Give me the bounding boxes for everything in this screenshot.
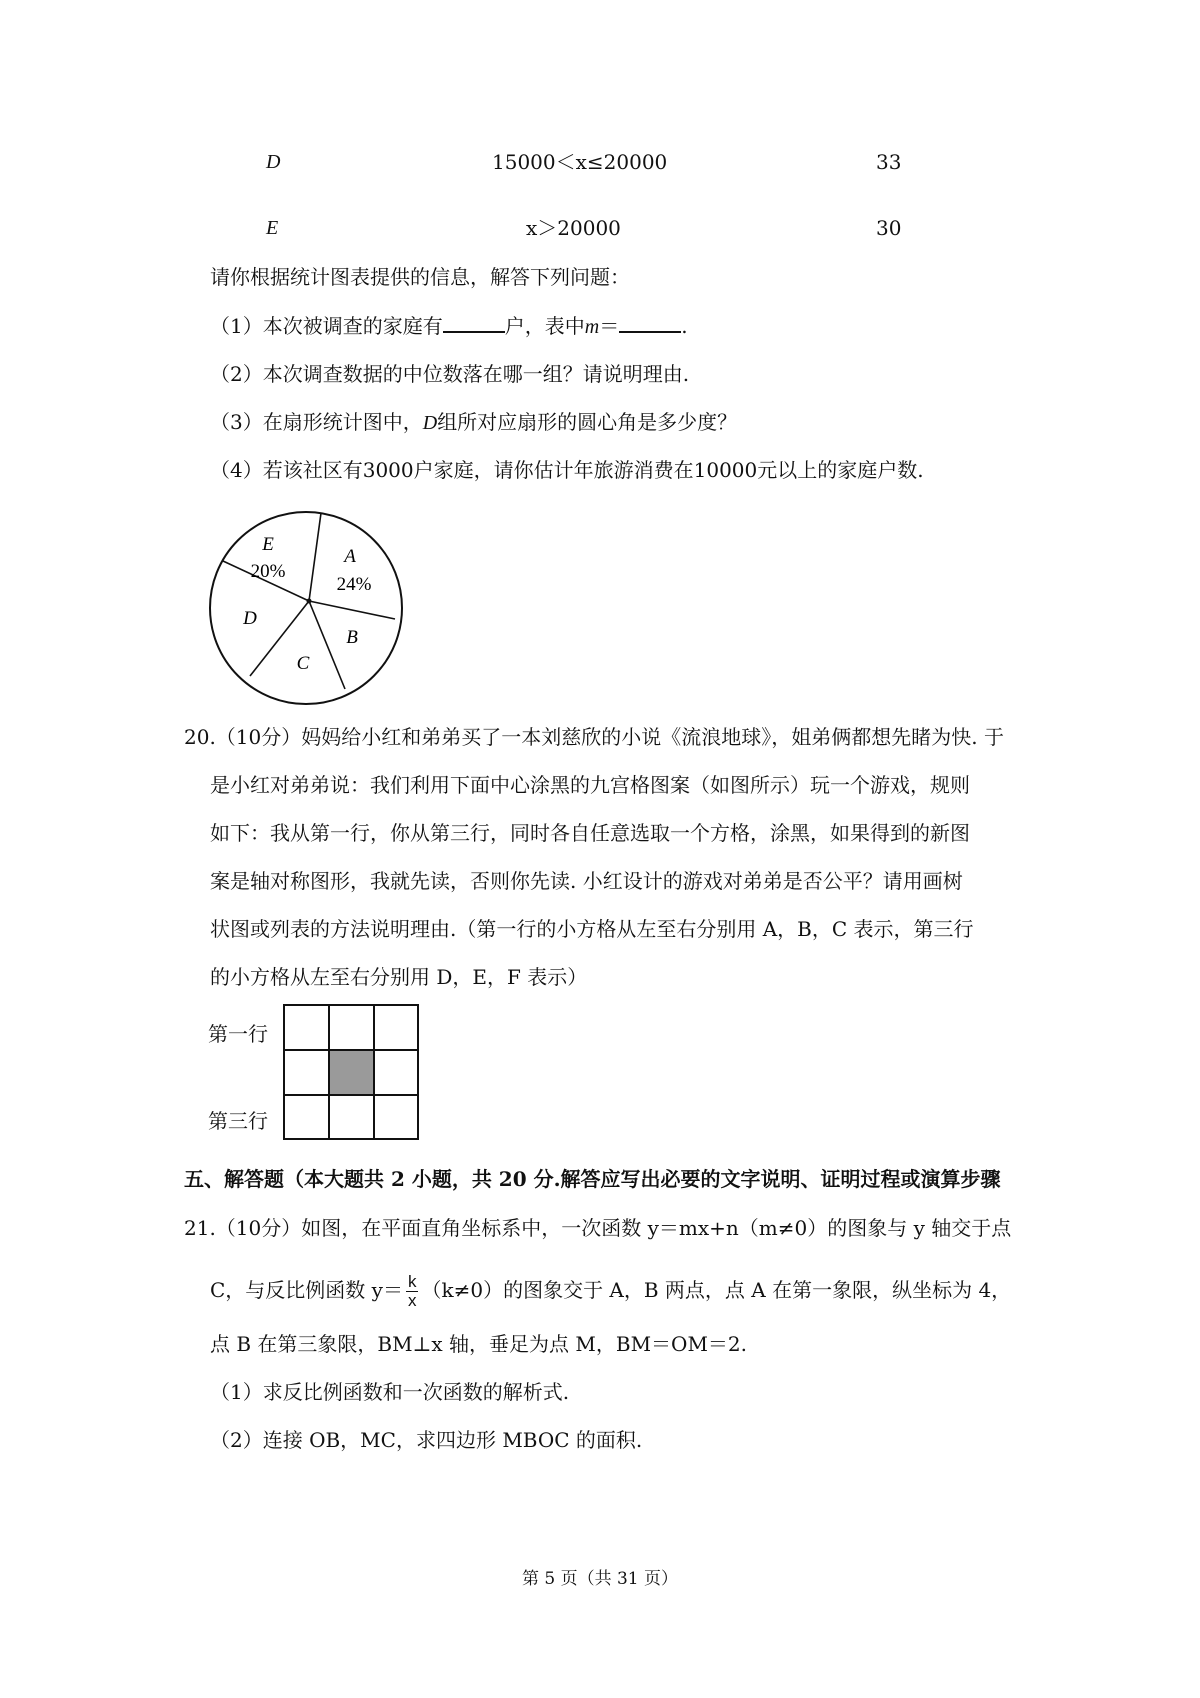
fraction-denominator: x xyxy=(407,1291,417,1310)
q19-part1-eq: ＝ xyxy=(599,314,620,338)
table-cell-range: x＞20000 xyxy=(526,216,621,240)
table-cell-group: D xyxy=(266,151,281,173)
q21-line2 xyxy=(210,1268,1011,1312)
pie-label-b: B xyxy=(346,627,358,648)
grid-center-cell xyxy=(330,1051,374,1095)
pie-divider xyxy=(309,513,321,601)
pie-label-c: C xyxy=(296,653,310,674)
q19-part4: （4）若该社区有3000户家庭，请你估计年旅游消费在10000元以上的家庭户数. xyxy=(210,458,924,482)
q19-part3 xyxy=(210,409,737,436)
q20-line3: 如下：我从第一行，你从第三行，同时各自任意选取一个方格，涂黑，如果得到的新图 xyxy=(210,821,970,845)
fraction-k-over-x xyxy=(406,1273,419,1310)
q19-part1-end: . xyxy=(681,314,688,338)
var-d: D xyxy=(422,412,438,434)
var-m: m xyxy=(584,316,600,338)
q21-line1: 21.（10分）如图，在平面直角坐标系中，一次函数 y＝mx+n（m≠0）的图象与 y 轴交于点 xyxy=(184,1216,1012,1240)
q20-line5: 状图或列表的方法说明理由.（第一行的小方格从左至右分别用 A，B，C 表示，第三行 xyxy=(210,917,974,941)
table-cell-group: E xyxy=(266,217,279,239)
pie-divider xyxy=(309,601,395,619)
q19-part3-text-a: （3）在扇形统计图中， xyxy=(210,410,423,434)
pie-label-e: E xyxy=(262,534,274,555)
table-row xyxy=(0,149,1200,175)
pie-center xyxy=(307,599,312,604)
q20-line6: 的小方格从左至右分别用 D，E，F 表示） xyxy=(210,965,588,989)
section-heading: 五、解答题（本大题共 2 小题，共 20 分.解答应写出必要的文字说明、证明过程或演算步骤 xyxy=(184,1167,1001,1191)
grid-row3-label: 第三行 xyxy=(208,1109,268,1133)
q19-part1-text-a: （1）本次被调查的家庭有 xyxy=(210,314,443,338)
pie-label-a-pct: 24% xyxy=(336,574,372,595)
q20-line2: 是小红对弟弟说：我们利用下面中心涂黑的九宫格图案（如图所示）玩一个游戏，规则 xyxy=(210,773,970,797)
pie-divider xyxy=(309,601,345,689)
q19-part2: （2）本次调查数据的中位数落在哪一组？请说明理由. xyxy=(210,362,690,386)
table-cell-count: 30 xyxy=(876,216,902,240)
q21-line2-text-b: （k≠0）的图象交于 A，B 两点，点 A 在第一象限，纵坐标为 4， xyxy=(421,1278,1012,1302)
pie-label-a: A xyxy=(344,546,356,567)
grid-row1-label: 第一行 xyxy=(208,1022,268,1046)
q20-line1: 20.（10分）妈妈给小红和弟弟买了一本刘慈欣的小说《流浪地球》，姐弟俩都想先睹为快. 于 xyxy=(184,725,1004,749)
q19-part1 xyxy=(210,313,688,340)
q19-part1-text-b: 户，表中 xyxy=(504,314,585,338)
q21-line3: 点 B 在第三象限，BM⊥x 轴，垂足为点 M，BM＝OM＝2. xyxy=(210,1332,748,1356)
q19-part3-text-b: 组所对应扇形的圆心角是多少度？ xyxy=(437,410,738,434)
q19-intro: 请你根据统计图表提供的信息，解答下列问题： xyxy=(210,265,630,289)
q20-line4: 案是轴对称图形，我就先读，否则你先读. 小红设计的游戏对弟弟是否公平？请用画树 xyxy=(210,869,963,893)
table-row xyxy=(0,215,1200,241)
page-footer: 第 5 页（共 31 页） xyxy=(521,1569,679,1589)
pie-label-d: D xyxy=(243,608,257,629)
q21-line2-text-a: C，与反比例函数 y＝ xyxy=(210,1278,403,1302)
pie-label-e-pct: 20% xyxy=(250,561,286,582)
table-cell-count: 33 xyxy=(876,150,902,174)
answer-blank xyxy=(619,313,681,333)
pie-outline xyxy=(210,512,402,704)
q21-part1: （1）求反比例函数和一次函数的解析式. xyxy=(210,1380,570,1404)
table-cell-range: 15000＜x≤20000 xyxy=(492,150,668,174)
nine-grid xyxy=(282,1003,422,1143)
pie-chart xyxy=(206,508,406,708)
fraction-numerator: k xyxy=(407,1272,417,1291)
answer-blank xyxy=(443,313,505,333)
q21-part2: （2）连接 OB，MC，求四边形 MBOC 的面积. xyxy=(210,1428,643,1452)
